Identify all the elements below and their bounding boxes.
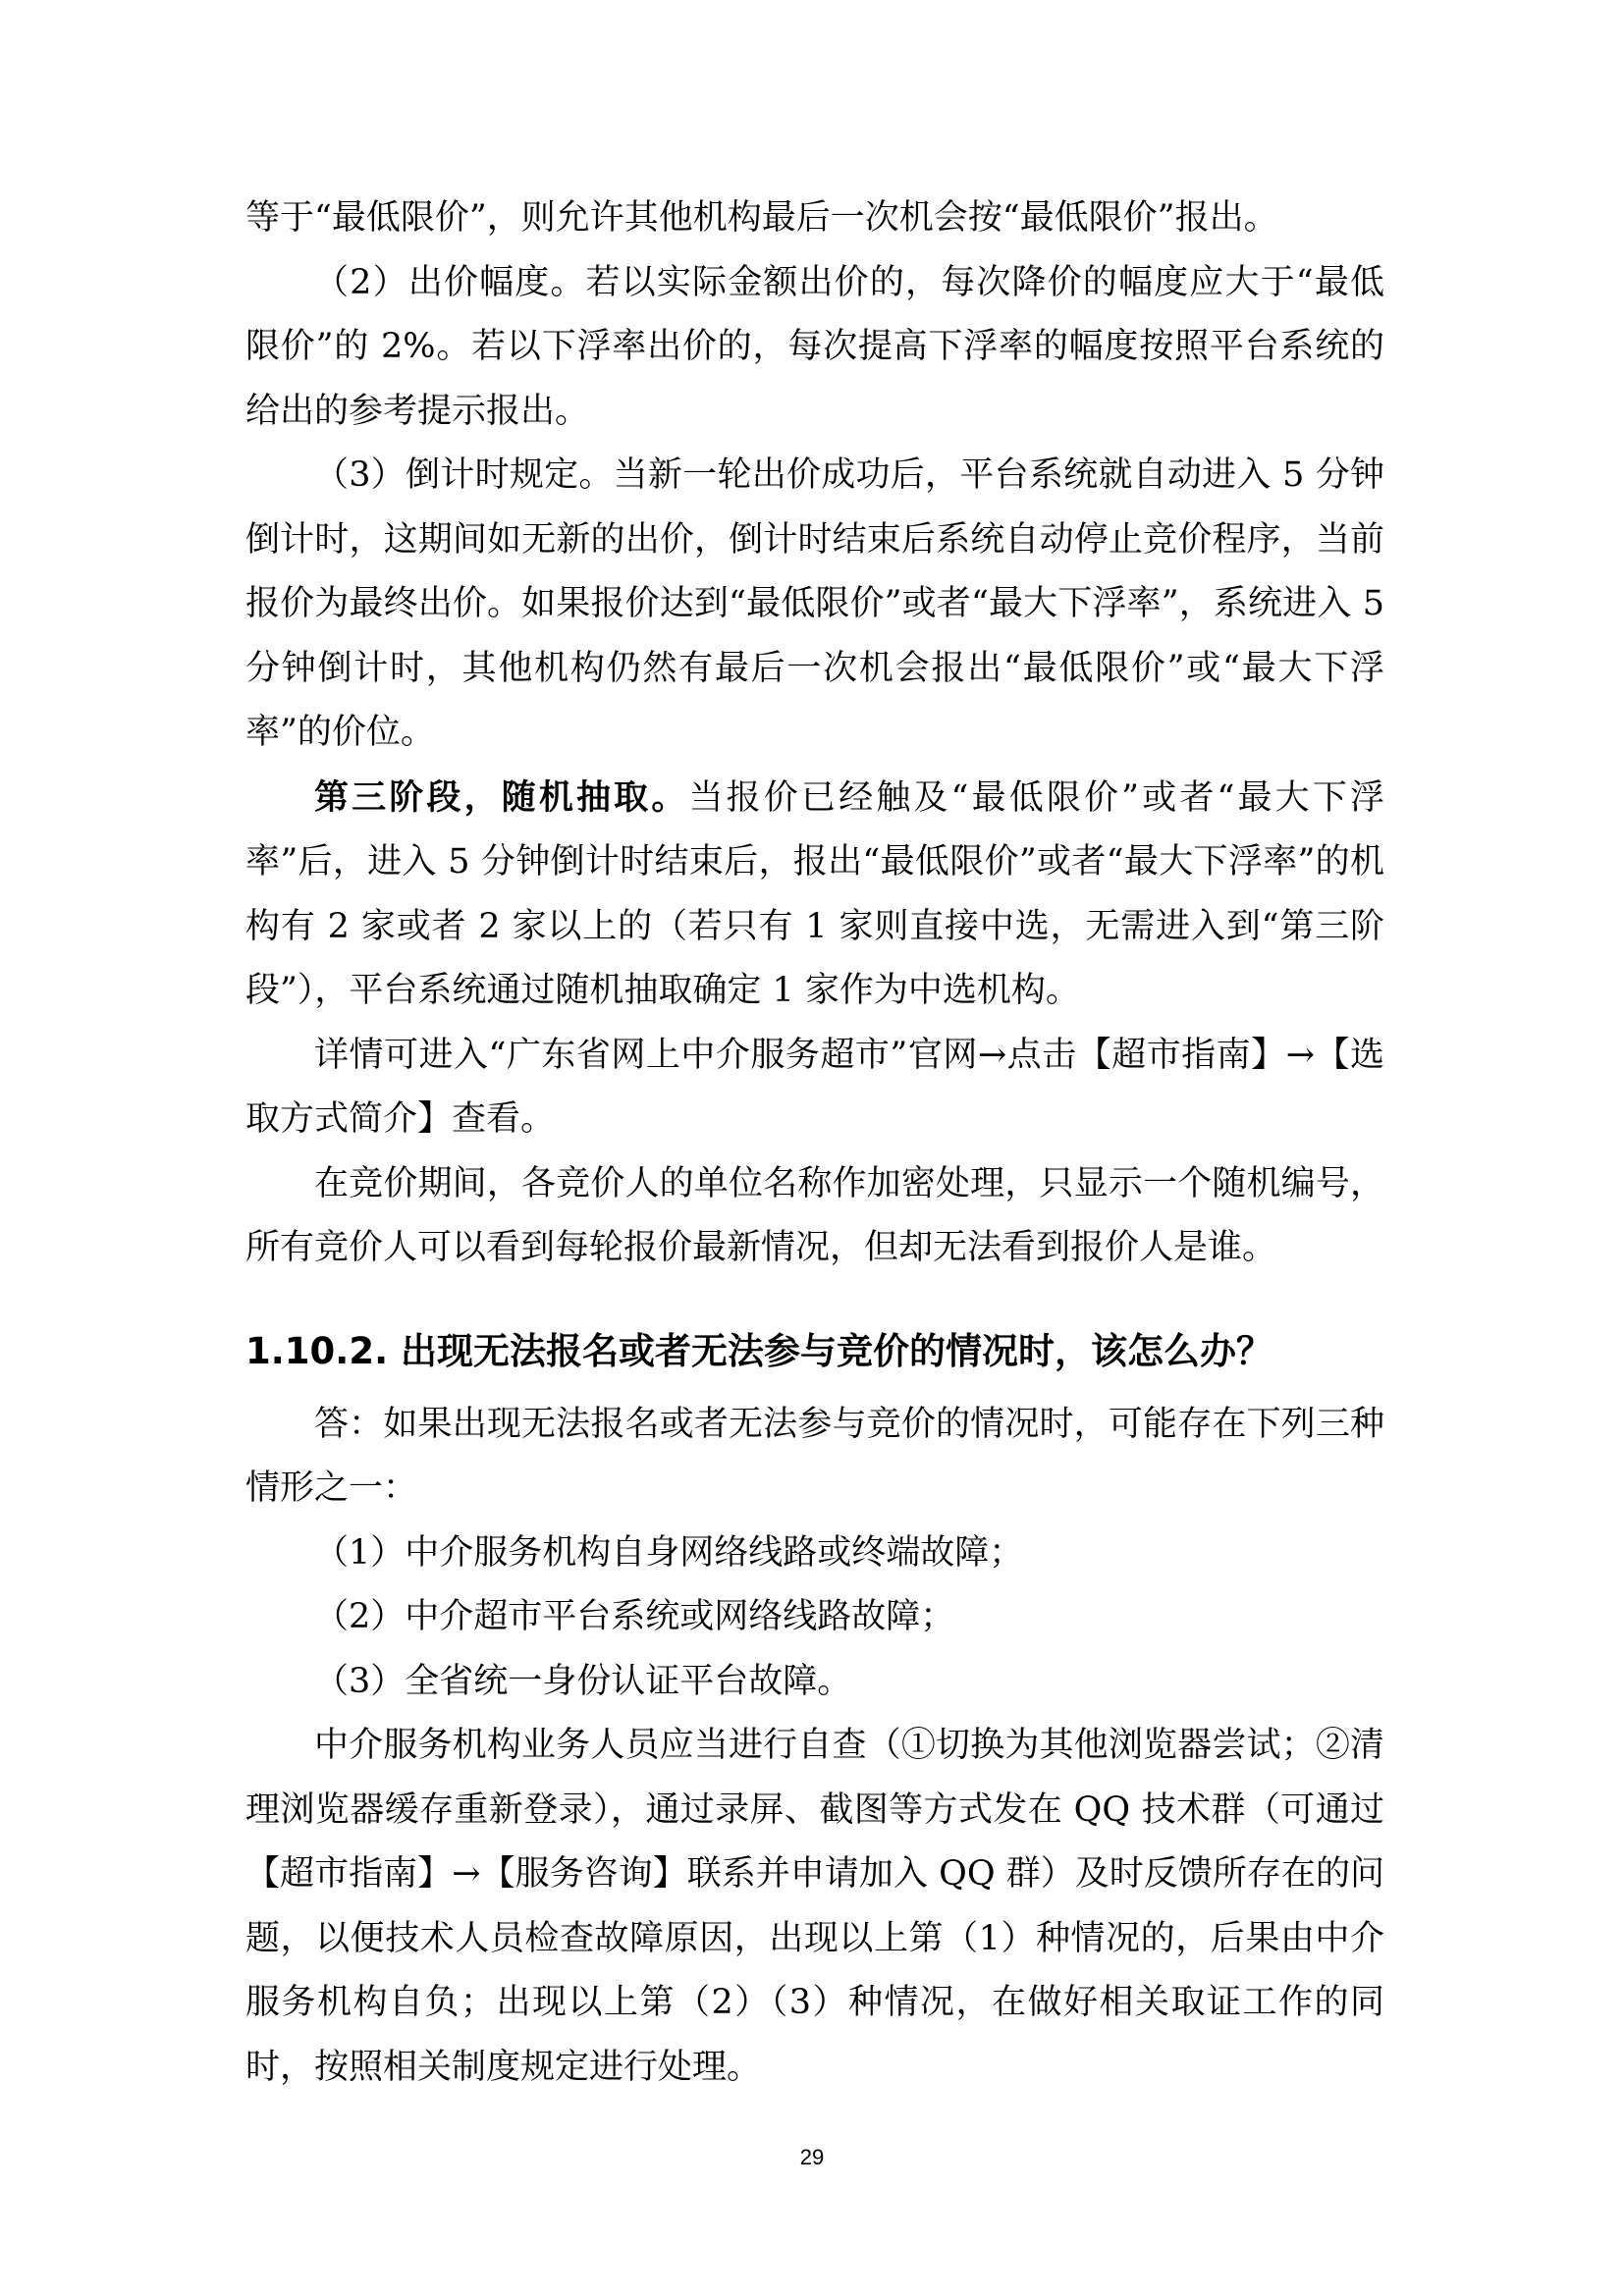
stage-three-title: 第三阶段，随机抽取。 bbox=[314, 776, 689, 818]
section-heading: 1.10.2. 出现无法报名或者无法参与竞价的情况时，该怎么办？ bbox=[245, 1329, 1273, 1372]
document-body bbox=[245, 187, 1384, 2100]
answer-intro: 答：如果出现无法报名或者无法参与竞价的情况时，可能存在下列三种情形之一： bbox=[245, 1404, 1384, 1508]
paragraph-bid-range: （2）出价幅度。若以实际金额出价的，每次降价的幅度应大于“最低限价”的 2%。若以下浮率出价的，每次提高下浮率的幅度按照平台系统的给出的参考提示报出。 bbox=[245, 262, 1384, 431]
paragraph-countdown-rule: （3）倒计时规定。当新一轮出价成功后，平台系统就自动进入 5 分钟倒计时，这期间如无新的出价，倒计时结束后系统自动停止竞价程序，当前报价为最终出价。如果报价达到“最低限价”或者“最大下浮率”，系统进入 5 分钟倒计时，其他机构仍然有最后一次机会报出“最低限价”或“最大下浮率”的价位。 bbox=[245, 455, 1384, 752]
paragraph-details-link: 详情可进入“广东省网上中介服务超市”官网→点击【超市指南】→【选取方式简介】查看。 bbox=[245, 1035, 1384, 1139]
list-item: （2）中介超市平台系统或网络线路故障； bbox=[314, 1597, 955, 1636]
list-item: （3）全省统一身份认证平台故障。 bbox=[314, 1661, 852, 1701]
page-number: 29 bbox=[799, 2145, 825, 2169]
paragraph-stage-three bbox=[245, 766, 1384, 1024]
section-spacer bbox=[245, 1281, 1384, 1307]
paragraph-closing: 中介服务机构业务人员应当进行自查（①切换为其他浏览器尝试；②清理浏览器缓存重新登录），通过录屏、截图等方式发在 QQ 技术群（可通过【超市指南】→【服务咨询】联系并申请加入 QQ 群）及时反馈所存在的问题，以便技术人员检查故障原因，出现以上第（1）种情况的，后果由中介服务机构自负；出现以上第（2）（3）种情况，在做好相关取证工作的同时，按照相关制度规定进行处理。 bbox=[245, 1726, 1384, 2087]
stage-three-text: 当报价已经触及“最低限价”或者“最大下浮率”后，进入 5 分钟倒计时结束后，报出“最低限价”或者“最大下浮率”的机构有 2 家或者 2 家以上的（若只有 1 家则直接中选，无需进入到“第三阶段”），平台系统通过随机抽取确定 1 家作为中选机构。 bbox=[245, 777, 1384, 1010]
list-item: （1）中介服务机构自身网络线路或终端故障； bbox=[314, 1532, 1024, 1573]
paragraph-continuation: 等于“最低限价”，则允许其他机构最后一次机会按“最低限价”报出。 bbox=[245, 198, 1278, 238]
paragraph-encryption: 在竞价期间，各竞价人的单位名称作加密处理，只显示一个随机编号，所有竞价人可以看到每轮报价最新情况，但却无法看到报价人是谁。 bbox=[245, 1163, 1384, 1267]
